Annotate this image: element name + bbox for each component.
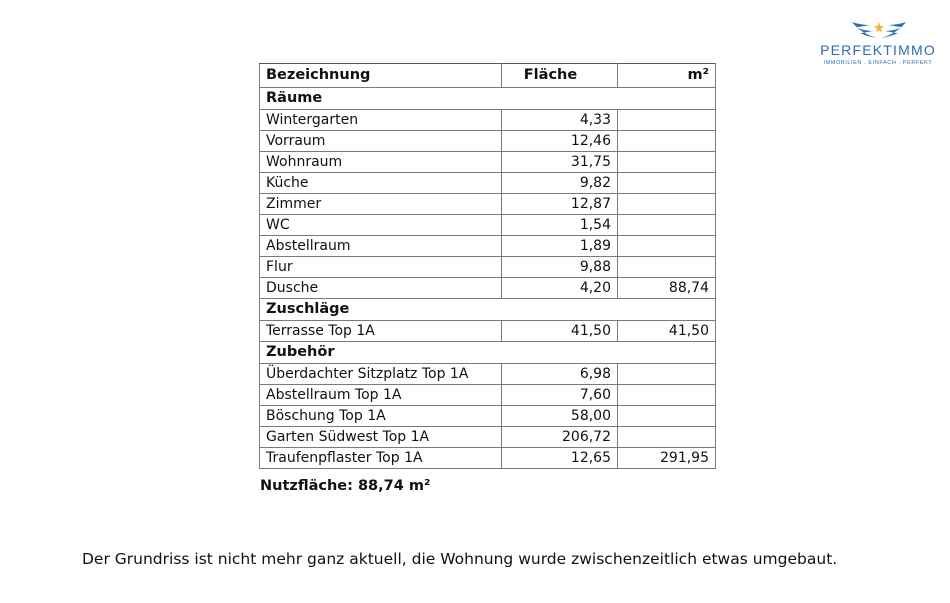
room-name-cell: Terrasse Top 1A (260, 321, 502, 342)
room-name-cell: Wohnraum (260, 152, 502, 173)
area-value-cell: 12,87 (502, 194, 618, 215)
room-name-cell: Überdachter Sitzplatz Top 1A (260, 364, 502, 385)
total-value-cell: 291,95 (618, 448, 716, 469)
total-value-cell (618, 427, 716, 448)
area-value-cell: 31,75 (502, 152, 618, 173)
table-row (260, 173, 716, 194)
room-name-cell: Vorraum (260, 131, 502, 152)
room-name-cell: Traufenpflaster Top 1A (260, 448, 502, 469)
total-value-cell (618, 257, 716, 278)
section-row (260, 88, 716, 110)
room-name-cell: Böschung Top 1A (260, 406, 502, 427)
room-name-cell: WC (260, 215, 502, 236)
table-row (260, 278, 716, 299)
room-name-cell: Zimmer (260, 194, 502, 215)
room-name-cell: Dusche (260, 278, 502, 299)
area-value-cell: 4,20 (502, 278, 618, 299)
footnote: Der Grundriss ist nicht mehr ganz aktuell, die Wohnung wurde zwischenzeitlich etwas umgebaut. (82, 550, 838, 568)
section-row (260, 342, 716, 364)
total-value-cell (618, 152, 716, 173)
table-row (260, 364, 716, 385)
total-value-cell (618, 173, 716, 194)
table-row (260, 152, 716, 173)
header-name: Bezeichnung (260, 64, 502, 88)
room-name-cell: Küche (260, 173, 502, 194)
section-title: Zuschläge (260, 299, 716, 321)
header-total: m² (618, 64, 716, 88)
total-value-cell: 88,74 (618, 278, 716, 299)
area-value-cell: 1,54 (502, 215, 618, 236)
table-row (260, 427, 716, 448)
section-title: Zubehör (260, 342, 716, 364)
total-value-cell (618, 406, 716, 427)
table-row (260, 194, 716, 215)
total-value-cell (618, 236, 716, 257)
area-value-cell: 12,46 (502, 131, 618, 152)
logo-name: PERFEKTIMMO (820, 42, 936, 58)
wings-logo-icon (850, 18, 908, 44)
table-row (260, 385, 716, 406)
company-logo (814, 18, 942, 70)
table-row (260, 215, 716, 236)
area-value-cell: 9,82 (502, 173, 618, 194)
area-value-cell: 206,72 (502, 427, 618, 448)
table-row (260, 236, 716, 257)
total-value-cell: 41,50 (618, 321, 716, 342)
room-name-cell: Garten Südwest Top 1A (260, 427, 502, 448)
logo-tagline: IMMOBILIEN . EINFACH . PERFEKT (823, 60, 933, 66)
header-area: Fläche (502, 64, 618, 88)
table-header-row (260, 64, 716, 88)
table-row (260, 257, 716, 278)
area-value-cell: 12,65 (502, 448, 618, 469)
total-value-cell (618, 194, 716, 215)
room-name-cell: Abstellraum Top 1A (260, 385, 502, 406)
area-value-cell: 4,33 (502, 110, 618, 131)
area-value-cell: 41,50 (502, 321, 618, 342)
total-value-cell (618, 215, 716, 236)
total-value-cell (618, 385, 716, 406)
nutzflaeche-summary: Nutzfläche: 88,74 m² (260, 478, 431, 494)
total-value-cell (618, 131, 716, 152)
total-value-cell (618, 110, 716, 131)
area-value-cell: 6,98 (502, 364, 618, 385)
table-row (260, 406, 716, 427)
total-value-cell (618, 364, 716, 385)
room-name-cell: Wintergarten (260, 110, 502, 131)
room-name-cell: Flur (260, 257, 502, 278)
table-row (260, 448, 716, 469)
section-row (260, 299, 716, 321)
table-row (260, 110, 716, 131)
area-value-cell: 1,89 (502, 236, 618, 257)
area-value-cell: 58,00 (502, 406, 618, 427)
room-name-cell: Abstellraum (260, 236, 502, 257)
area-value-cell: 9,88 (502, 257, 618, 278)
table-row (260, 321, 716, 342)
area-value-cell: 7,60 (502, 385, 618, 406)
section-title: Räume (260, 88, 716, 110)
table-row (260, 131, 716, 152)
area-table (259, 63, 716, 469)
